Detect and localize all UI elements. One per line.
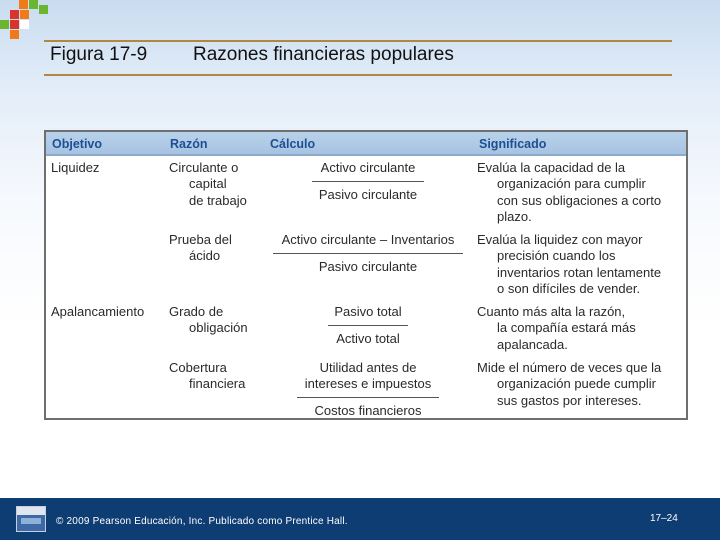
fraction-numerator: Pasivo total (334, 304, 402, 319)
significado-line: organización puede cumplir (497, 376, 656, 392)
significado-line: Mide el número de veces que la (477, 360, 662, 375)
logo-square-green (29, 0, 38, 9)
logo-square-red (10, 20, 19, 29)
fraction-numerator: intereses e impuestos (304, 376, 432, 391)
significado-line: precisión cuando los (497, 248, 616, 264)
significado-line: Evalúa la capacidad de la (477, 160, 626, 175)
logo-square-orange (19, 0, 28, 9)
significado-line: inventarios rotan lentamente (497, 264, 662, 280)
header-objetivo: Objetivo (52, 137, 103, 151)
corner-logo-squares (0, 0, 48, 40)
figure-label: Figura 17-9 (50, 44, 148, 65)
page-number: 17–24 (650, 513, 678, 524)
logo-square-white (20, 20, 29, 29)
calculo-fraction (268, 360, 468, 419)
logo-band (21, 518, 41, 524)
fraction-numerator: Utilidad antes de (319, 360, 417, 375)
significado-line: sus gastos por intereses. (497, 392, 642, 408)
logo-square-green (39, 5, 48, 14)
row-significado (477, 160, 661, 225)
calculo-fraction (268, 160, 468, 203)
table-header (46, 132, 686, 156)
significado-line: con sus obligaciones a corto (497, 192, 662, 208)
header-razon: Razón (170, 137, 208, 151)
significado-line: Evalúa la liquidez con mayor (477, 232, 643, 247)
header-calculo: Cálculo (270, 137, 316, 151)
logo-square-green (0, 20, 9, 29)
logo-band (17, 507, 45, 515)
razon-line: de trabajo (189, 192, 247, 208)
row-significado (477, 304, 636, 353)
significado-line: Cuanto más alta la razón, (477, 304, 626, 319)
slide-title-row (50, 44, 670, 72)
fraction-denominator: Pasivo circulante (318, 259, 418, 274)
significado-line: apalancada. (497, 336, 568, 352)
razon-line: ácido (189, 248, 221, 264)
slide-title: Razones financieras populares (193, 44, 454, 65)
fraction-denominator: Costos financieros (314, 403, 422, 418)
razon-line: Circulante o (169, 160, 239, 175)
title-rule-bottom (44, 74, 672, 76)
row-razon (169, 360, 245, 393)
ratios-table (44, 130, 688, 420)
fraction-bar (328, 325, 408, 326)
significado-line: organización para cumplir (497, 176, 646, 192)
logo-square-orange (10, 30, 19, 39)
razon-line: Grado de (169, 304, 224, 319)
significado-line: o son difíciles de vender. (497, 280, 641, 296)
fraction-denominator: Activo total (336, 331, 400, 346)
razon-line: Cobertura (169, 360, 227, 375)
significado-line: plazo. (497, 208, 532, 224)
row-razon (169, 160, 247, 209)
fraction-numerator: Activo circulante (320, 160, 416, 175)
calculo-fraction (268, 304, 468, 347)
row-significado (477, 360, 661, 409)
row-objetivo-apalancamiento: Apalancamiento (51, 304, 145, 319)
fraction-numerator: Activo circulante – Inventarios (281, 232, 455, 247)
razon-line: financiera (189, 376, 246, 392)
fraction-bar (297, 397, 439, 398)
copyright-text: © 2009 Pearson Educación, Inc. Publicado como Prentice Hall. (56, 516, 348, 527)
row-objetivo-liquidez: Liquidez (51, 160, 100, 175)
razon-line: capital (189, 176, 227, 192)
publisher-logo-icon (16, 506, 46, 532)
fraction-bar (273, 253, 463, 254)
razon-line: obligación (189, 320, 248, 336)
fraction-denominator: Pasivo circulante (318, 187, 418, 202)
logo-square-orange (20, 10, 29, 19)
title-rule-top (44, 40, 672, 42)
significado-line: la compañía estará más (497, 320, 636, 336)
calculo-fraction (268, 232, 468, 275)
row-razon (169, 232, 232, 265)
logo-square-red (10, 10, 19, 19)
fraction-bar (312, 181, 424, 182)
row-significado (477, 232, 661, 297)
row-razon (169, 304, 248, 337)
slide-footer (0, 498, 720, 540)
razon-line: Prueba del (169, 232, 232, 247)
header-significado: Significado (479, 137, 547, 151)
